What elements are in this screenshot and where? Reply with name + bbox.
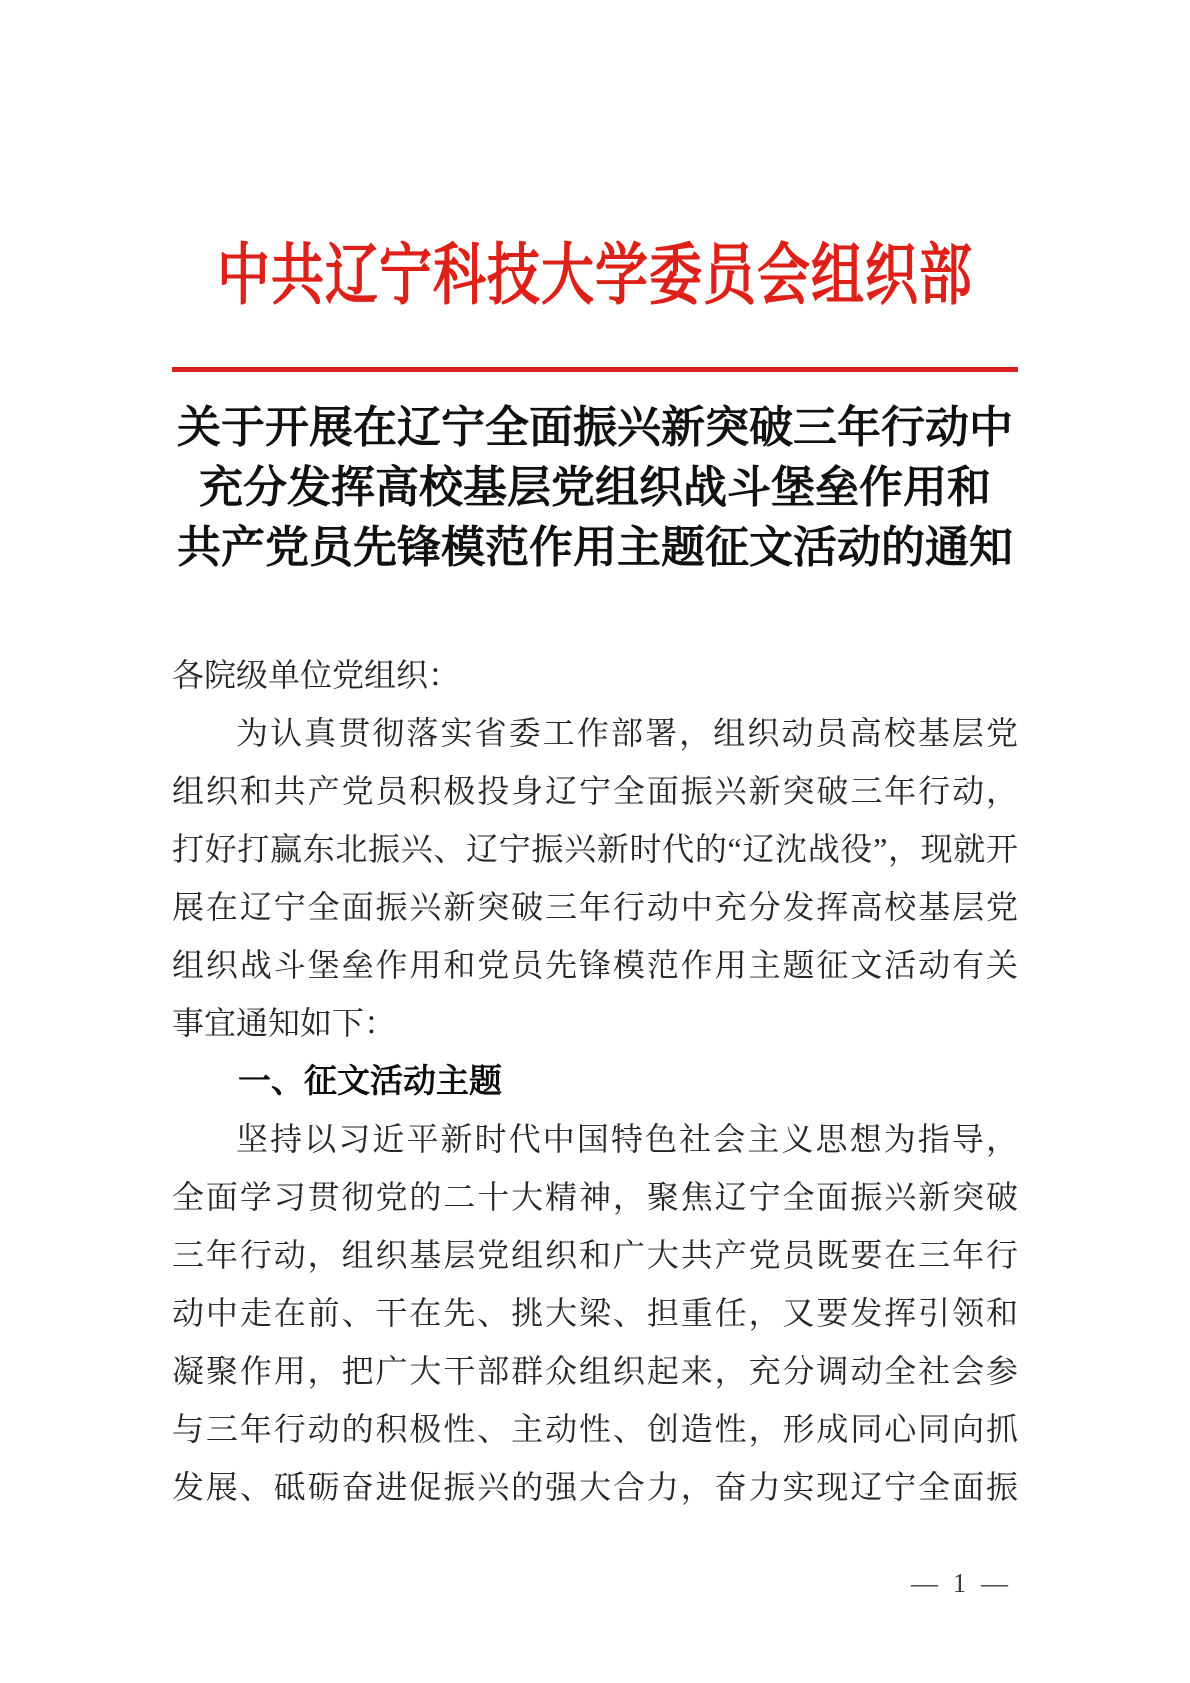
body-line: 展在辽宁全面振兴新突破三年行动中充分发挥高校基层党 bbox=[172, 889, 1018, 925]
body-line: 三年行动，组织基层党组织和广大共产党员既要在三年行 bbox=[172, 1237, 1018, 1273]
body-line: 动中走在前、干在先、挑大梁、担重任，又要发挥引领和 bbox=[172, 1295, 1018, 1331]
body-line: 组织战斗堡垒作用和党员先锋模范作用主题征文活动有关 bbox=[172, 947, 1018, 983]
body-line: 全面学习贯彻党的二十大精神，聚焦辽宁全面振兴新突破 bbox=[172, 1179, 1018, 1215]
title-line-3: 共产党员先锋模范作用主题征文活动的通知 bbox=[177, 523, 1013, 572]
body-line: 组织和共产党员积极投身辽宁全面振兴新突破三年行动， bbox=[172, 773, 1018, 809]
salutation-line: 各院级单位党组织： bbox=[172, 657, 461, 693]
title-line-2: 充分发挥高校基层党组织战斗堡垒作用和 bbox=[199, 463, 991, 512]
body-line: 坚持以习近平新时代中国特色社会主义思想为指导， bbox=[236, 1121, 1018, 1157]
body-line: 打好打赢东北振兴、辽宁振兴新时代的“辽沈战役”，现就开 bbox=[172, 831, 1018, 867]
body-line: 事宜通知如下： bbox=[172, 1005, 397, 1041]
body-line: 凝聚作用，把广大干部群众组织起来，充分调动全社会参 bbox=[172, 1353, 1018, 1389]
document-body bbox=[172, 646, 1018, 1516]
red-separator-rule bbox=[172, 367, 1018, 372]
page-number: — 1 — bbox=[911, 1568, 1012, 1598]
body-line: 与三年行动的积极性、主动性、创造性，形成同心同向抓 bbox=[172, 1411, 1018, 1447]
body-line: 为认真贯彻落实省委工作部署，组织动员高校基层党 bbox=[236, 715, 1018, 751]
section-heading: 一、征文活动主题 bbox=[238, 1062, 502, 1099]
title-line-1: 关于开展在辽宁全面振兴新突破三年行动中 bbox=[177, 403, 1013, 452]
red-header-title: 中共辽宁科技大学委员会组织部 bbox=[217, 239, 973, 314]
body-line: 发展、砥砺奋进促振兴的强大合力，奋力实现辽宁全面振 bbox=[172, 1469, 1018, 1505]
document-title bbox=[0, 398, 1190, 578]
